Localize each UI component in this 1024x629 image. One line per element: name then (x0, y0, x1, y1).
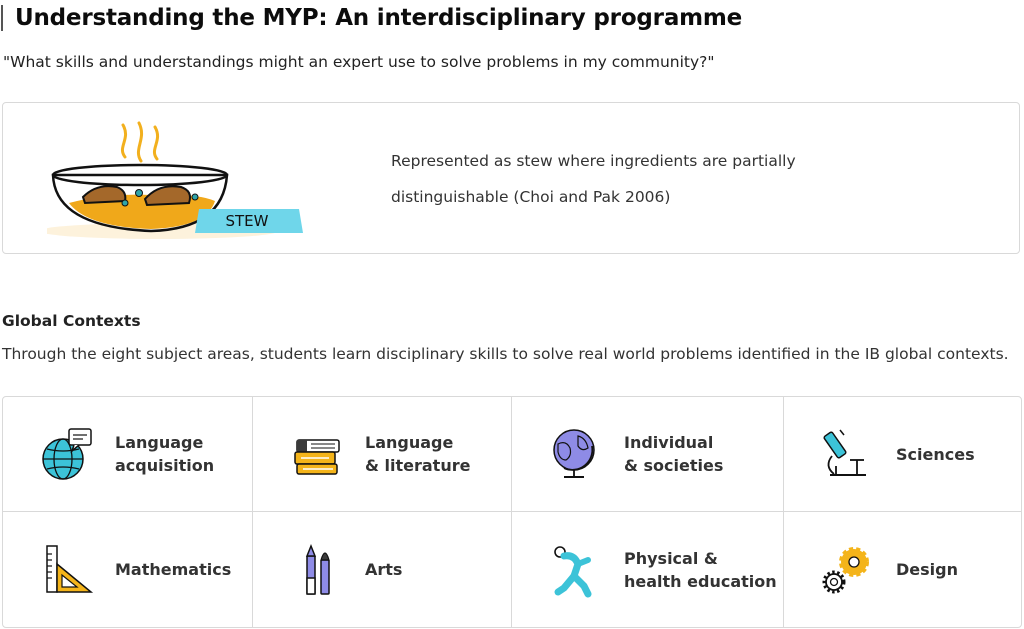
brushes-icon (289, 542, 345, 598)
subject-label: Arts (365, 560, 403, 579)
subject-physical-health-education[interactable] (512, 512, 784, 627)
athlete-icon (548, 542, 604, 598)
page-title: Understanding the MYP: An interdisciplinary programme (15, 5, 743, 31)
stew-bowl-icon (47, 117, 317, 242)
title-divider (1, 5, 3, 31)
subject-label: Language & literature (365, 433, 471, 475)
subject-label: Physical & health education (624, 548, 777, 591)
subject-sciences[interactable] (784, 397, 1021, 512)
stew-tag-label: STEW (225, 212, 269, 230)
subject-label: Sciences (896, 444, 975, 464)
subject-label: Design (896, 560, 958, 579)
global-contexts-description: Through the eight subject areas, students learn disciplinary skills to solve real world problems identified in the IB global contexts. (2, 345, 1009, 363)
subject-individual-societies[interactable] (512, 397, 784, 512)
page-header (0, 2, 1024, 34)
desk-globe-icon (548, 426, 604, 482)
stew-description: Represented as stew where ingredients are partially distinguishable (Choi and Pak 2006) (391, 152, 796, 206)
subject-language-acquisition[interactable] (3, 397, 253, 512)
globe-speech-icon (39, 426, 95, 482)
ruler-triangle-icon (39, 542, 95, 598)
inquiry-question: "What skills and understandings might an expert use to solve problems in my community?" (3, 53, 715, 71)
subject-label: Individual & societies (624, 433, 724, 475)
stew-card (2, 102, 1020, 254)
books-icon (289, 426, 345, 482)
subject-areas-grid (2, 396, 1022, 628)
subject-arts[interactable] (253, 512, 512, 627)
microscope-icon (820, 426, 876, 482)
stew-illustration (47, 117, 317, 242)
subject-design[interactable] (784, 512, 1021, 627)
global-contexts-heading: Global Contexts (2, 312, 141, 330)
subject-language-literature[interactable] (253, 397, 512, 512)
subject-mathematics[interactable] (3, 512, 253, 627)
subject-label: Language acquisition (115, 433, 215, 475)
subject-label: Mathematics (115, 560, 232, 579)
gears-icon (820, 542, 876, 598)
